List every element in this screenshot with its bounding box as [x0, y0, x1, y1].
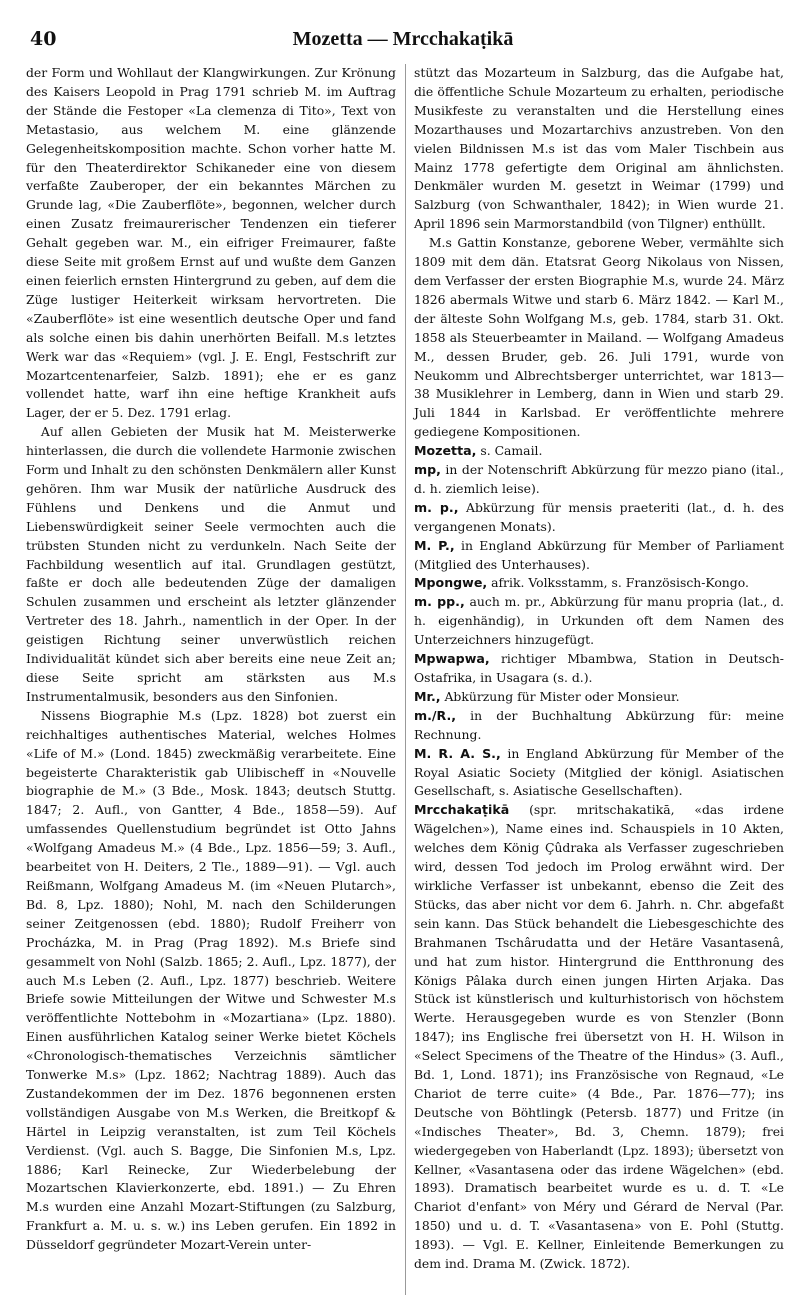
- entry-text: in England Abkürzung für Member of Parliament (Mitglied des Unterhauses).: [414, 537, 784, 572]
- page-number: 40: [30, 28, 57, 50]
- entry-lemma: Mpwapwa,: [414, 651, 490, 667]
- continued-paragraph: stützt das Mozarteum in Salzburg, das die Aufgabe hat, die öffentliche Schule Mozarteum zu erhalten, periodische Musikfeste zu veranstalten und die Herstellung eines Mozarthauses und Mozartarchivs anzustreben. Von den vielen Bildnissen M.s ist das vom Maler Tischbein aus Mainz 1778 gefertigte dem Original am ähnlichsten. Denkmäler wurden M. gesetzt in Weimar (1799) und Salzburg (von Schwanthaler, 1842); in Wien wurde 21. April 1896 sein Marmorstandbild (von Tilgner) enthüllt.: [414, 65, 784, 232]
- entry-lemma: mp,: [414, 462, 441, 478]
- column-divider: [405, 64, 406, 1295]
- dictionary-entry: [414, 650, 784, 688]
- entry-lemma: Mr.,: [414, 688, 441, 704]
- entry-text: Abkürzung für Mister oder Monsieur.: [440, 688, 680, 704]
- entry-text: in der Buchhaltung Abkürzung für: meine Rechnung.: [414, 707, 784, 742]
- dictionary-entry: [414, 688, 784, 707]
- paragraph: Auf allen Gebieten der Musik hat M. Meisterwerke hinterlassen, die durch die vollendete Harmonie zwischen Form und Inhalt zu den schönsten Denkmälern aller Kunst gehören. Ihm war Musik der natürliche Ausdruck des Fühlens und Denkens und die Anmut und Liebenswürdigkeit seiner Seele vermochten auch die trübsten Stunden nicht zu verdunkeln. Nach Seite der Fachbildung wesentlich auf ital. Grundlagen gestützt, faßte er doch alle bedeutenden Züge der damaligen Schulen zusammen und erscheint als letzter glänzender Vertreter des 18. Jahrh., namentlich in der Oper. In der geistigen Richtung seiner unverwüstlich reichen Individualität kündet sich aber bereits eine neue Zeit an; diese Seite spricht am stärksten aus M.s Instrumentalmusik, besonders aus den Sinfonien.: [26, 424, 396, 704]
- entry-lemma: m. p.,: [414, 499, 459, 515]
- entry-text: afrik. Volksstamm, s. Französisch-Kongo.: [487, 575, 749, 591]
- entry-text: auch m. pr., Abkürzung für manu propria (lat., d. h. eigenhändig), in Urkunden oft dem Namen des Unterzeichners hinzugefügt.: [414, 594, 784, 648]
- entry-lemma: Mrcchakaṭikā: [414, 802, 510, 818]
- entry-text: in England Abkürzung für Member of the Royal Asiatic Society (Mitglied der königl. Asiatischen Gesellschaft, s. Asiatische Gesellschaften).: [414, 745, 784, 799]
- dictionary-entry: [414, 461, 784, 499]
- dictionary-entry: [414, 442, 784, 461]
- entry-lemma: M. R. A. S.,: [414, 745, 501, 761]
- paragraph: M.s Gattin Konstanze, geborene Weber, vermählte sich 1809 mit dem dän. Etatsrat Georg Nikolaus von Nissen, dem Verfasser der ersten Biographie M.s, wurde 24. März 1826 abermals Witwe und starb 6. März 1842. — Karl M., der älteste Sohn Wolfgang M.s, geb. 1784, starb 31. Okt. 1858 als Steuerbeamter in Mailand. — Wolfgang Amadeus M., dessen Bruder, geb. 26. Juli 1791, wurde von Neukomm und Albrechtsberger unterrichtet, war 1813—38 Musiklehrer in Lemberg, dann in Wien und starb 29. Juli 1844 in Karlsbad. Er veröffentlichte mehrere gediegene Kompositionen.: [414, 235, 784, 440]
- entry-lemma: m. pp.,: [414, 594, 465, 610]
- entry-text: in der Notenschrift Abkürzung für mezzo piano (ital., d. h. ziemlich leise).: [414, 462, 784, 496]
- entry-lemma: m./R.,: [414, 707, 457, 723]
- right-column: [414, 64, 784, 1295]
- entry-lemma: M. P.,: [414, 537, 455, 553]
- continued-paragraph: der Form und Wohllaut der Klangwirkungen. Zur Krönung des Kaisers Leopold in Prag 1791 schrieb M. im Auftrag der Stände die Festoper «La clemenza di Tito», Text von Metastasio, aus welchem M. eine glänzende Gelegenheitskomposition machte. Schon vorher hatte M. für den Theaterdirektor Schikaneder eine von diesem verfaßte Zauberoper, der ein bekanntes Märchen zu Grunde lag, «Die Zauberflöte», begonnen, welcher durch einen Zusatz freimaurerischer Tendenzen ein tieferer Gehalt gegeben war. M., ein eifriger Freimaurer, faßte diese Seite mit großem Ernst auf und wußte dem Ganzen einen feierlich ernsten Hintergrund zu geben, auf dem die Züge lustiger Heiterkeit wirksam hervortreten. Die «Zauberflöte» ist eine wesentlich deutsche Oper und fand als solche einen bis dahin unerhörten Beifall. M.s letztes Werk war das «Requiem» (vgl. J. E. Engl, Festschrift zur Mozartcentenarfeier, Salzb. 1891); ehe er es ganz vollendet hatte, warf ihn eine heftige Krankheit aufs Lager, der er 5. Dez. 1791 erlag.: [26, 65, 396, 421]
- dictionary-entry: [414, 801, 784, 1274]
- text-columns: [26, 64, 784, 1295]
- paragraph: Nissens Biographie M.s (Lpz. 1828) bot zuerst ein reichhaltiges authentisches Material, welches Holmes «Life of M.» (Lond. 1845) zweckmäßig verarbeitete. Eine begeisterte Charakteristik gab Ulibischeff in «Nouvelle biographie de M.» (3 Bde., Mosk. 1843; deutsch Stuttg. 1847; 2. Aufl., von Gantter, 4 Bde., 1858—59). Auf umfassendes Quellenstudium begründet ist Otto Jahns «Wolfgang Amadeus M.» (4 Bde., Lpz. 1856—59; 3. Aufl., bearbeitet von H. Deiters, 2 Tle., 1889—91). — Vgl. auch Reißmann, Wolfgang Amadeus M. (im «Neuen Plutarch», Bd. 8, Lpz. 1880); Nohl, M. nach den Schilderungen seiner Zeitgenossen (ebd. 1880); Rudolf Freiherr von Procházka, M. in Prag (Prag 1892). M.s Briefe sind gesammelt von Nohl (Salzb. 1865; 2. Aufl., Lpz. 1877), der auch M.s Leben (2. Aufl., Lpz. 1877) beschrieb. Weitere Briefe sowie Mitteilungen der Witwe und Schwester M.s veröffentlichte Nottebohm in «Mozartiana» (Lpz. 1880). Einen ausführlichen Katalog seiner Werke bietet Köchels «Chronologisch-thematisches Verzeichnis sämtlicher Tonwerke M.s» (Lpz. 1862; Nachtrag 1889). Auch das Zustandekommen der im Dez. 1876 begonnenen ersten vollständigen Ausgabe von M.s Werken, die Breitkopf & Härtel in Leipzig veranstalten, ist zum Teil Köchels Verdienst. (Vgl. auch S. Bagge, Die Sinfonien M.s, Lpz. 1886; Karl Reinecke, Zur Wiederbelebung der Mozartschen Klavierkonzerte, ebd. 1891.) — Zu Ehren M.s wurden eine Anzahl Mozart-Stiftungen (zu Salzburg, Frankfurt a. M. u. s. w.) ins Leben gerufen. Ein 1892 in Düsseldorf gegründeter Mozart-Verein unter-: [26, 707, 396, 1253]
- dictionary-entry: [414, 499, 784, 537]
- entry-text: s. Camail.: [476, 443, 543, 459]
- entry-lemma: Mozetta,: [414, 443, 477, 459]
- entry-lemma: Mpongwe,: [414, 575, 488, 591]
- dictionary-entry: [414, 745, 784, 802]
- entry-text: richtiger Mbambwa, Station in Deutsch-Ostafrika, in Usagara (s. d.).: [414, 651, 784, 685]
- dictionary-entry: [414, 593, 784, 650]
- dictionary-entry: [414, 707, 784, 745]
- dictionary-entry: [414, 574, 784, 593]
- running-title: Mozetta — Mrcchakaṭikā: [292, 28, 514, 50]
- entry-text: (spr. mritschakatikā, «das irdene Wägelchen»), Name eines ind. Schauspiels in 10 Akten, welches dem König Çûdraka als Verfasser zugeschrieben wird, dessen Tod jedoch im Prolog erwähnt wird. Der wirkliche Verfasser ist unbekannt, ebenso die Zeit des Stücks, das aber nicht vor dem 6. Jahrh. n. Chr. abgefaßt sein kann. Das Stück behandelt die Liebesgeschichte des Brahmanen Tschârudatta und der Hetäre Vasantasenâ, und hat zum histor. Hintergrund die Entthronung des Königs Pâlaka durch einen jungen Hirten Arjaka. Das Stück ist künstlerisch und kulturhistorisch von höchstem Werte. Herausgegeben wurde es von Stenzler (Bonn 1847); ins Englische frei übersetzt von H. H. Wilson in «Select Specimens of the Theatre of the Hindus» (3. Aufl., Bd. 1, Lond. 1871); ins Französische von Regnaud, «Le Chariot de terre cuite» (4 Bde., Par. 1876—77); ins Deutsche von Böhtlingk (Petersb. 1877) und Fritze (in «Indisches Theater», Bd. 3, Chemn. 1879); frei wiedergegeben von Haberlandt (Lpz. 1893); übersetzt von Kellner, «Vasantasena oder das irdene Wägelchen» (ebd. 1893). Dramatisch bearbeitet wurde es u. d. T. «Le Chariot d'enfant» von Méry und Gérard de Nerval (Par. 1850) und u. d. T. «Vasantasena» von E. Pohl (Stuttg. 1893). — Vgl. E. Kellner, Einleitende Bemerkungen zu dem ind. Drama M. (Zwick. 1872).: [414, 802, 784, 1272]
- entry-text: Abkürzung für mensis praeteriti (lat., d. h. des vergangenen Monats).: [414, 499, 785, 534]
- page-header: [26, 22, 780, 62]
- dictionary-entry: [414, 537, 784, 575]
- left-column: [26, 64, 396, 1295]
